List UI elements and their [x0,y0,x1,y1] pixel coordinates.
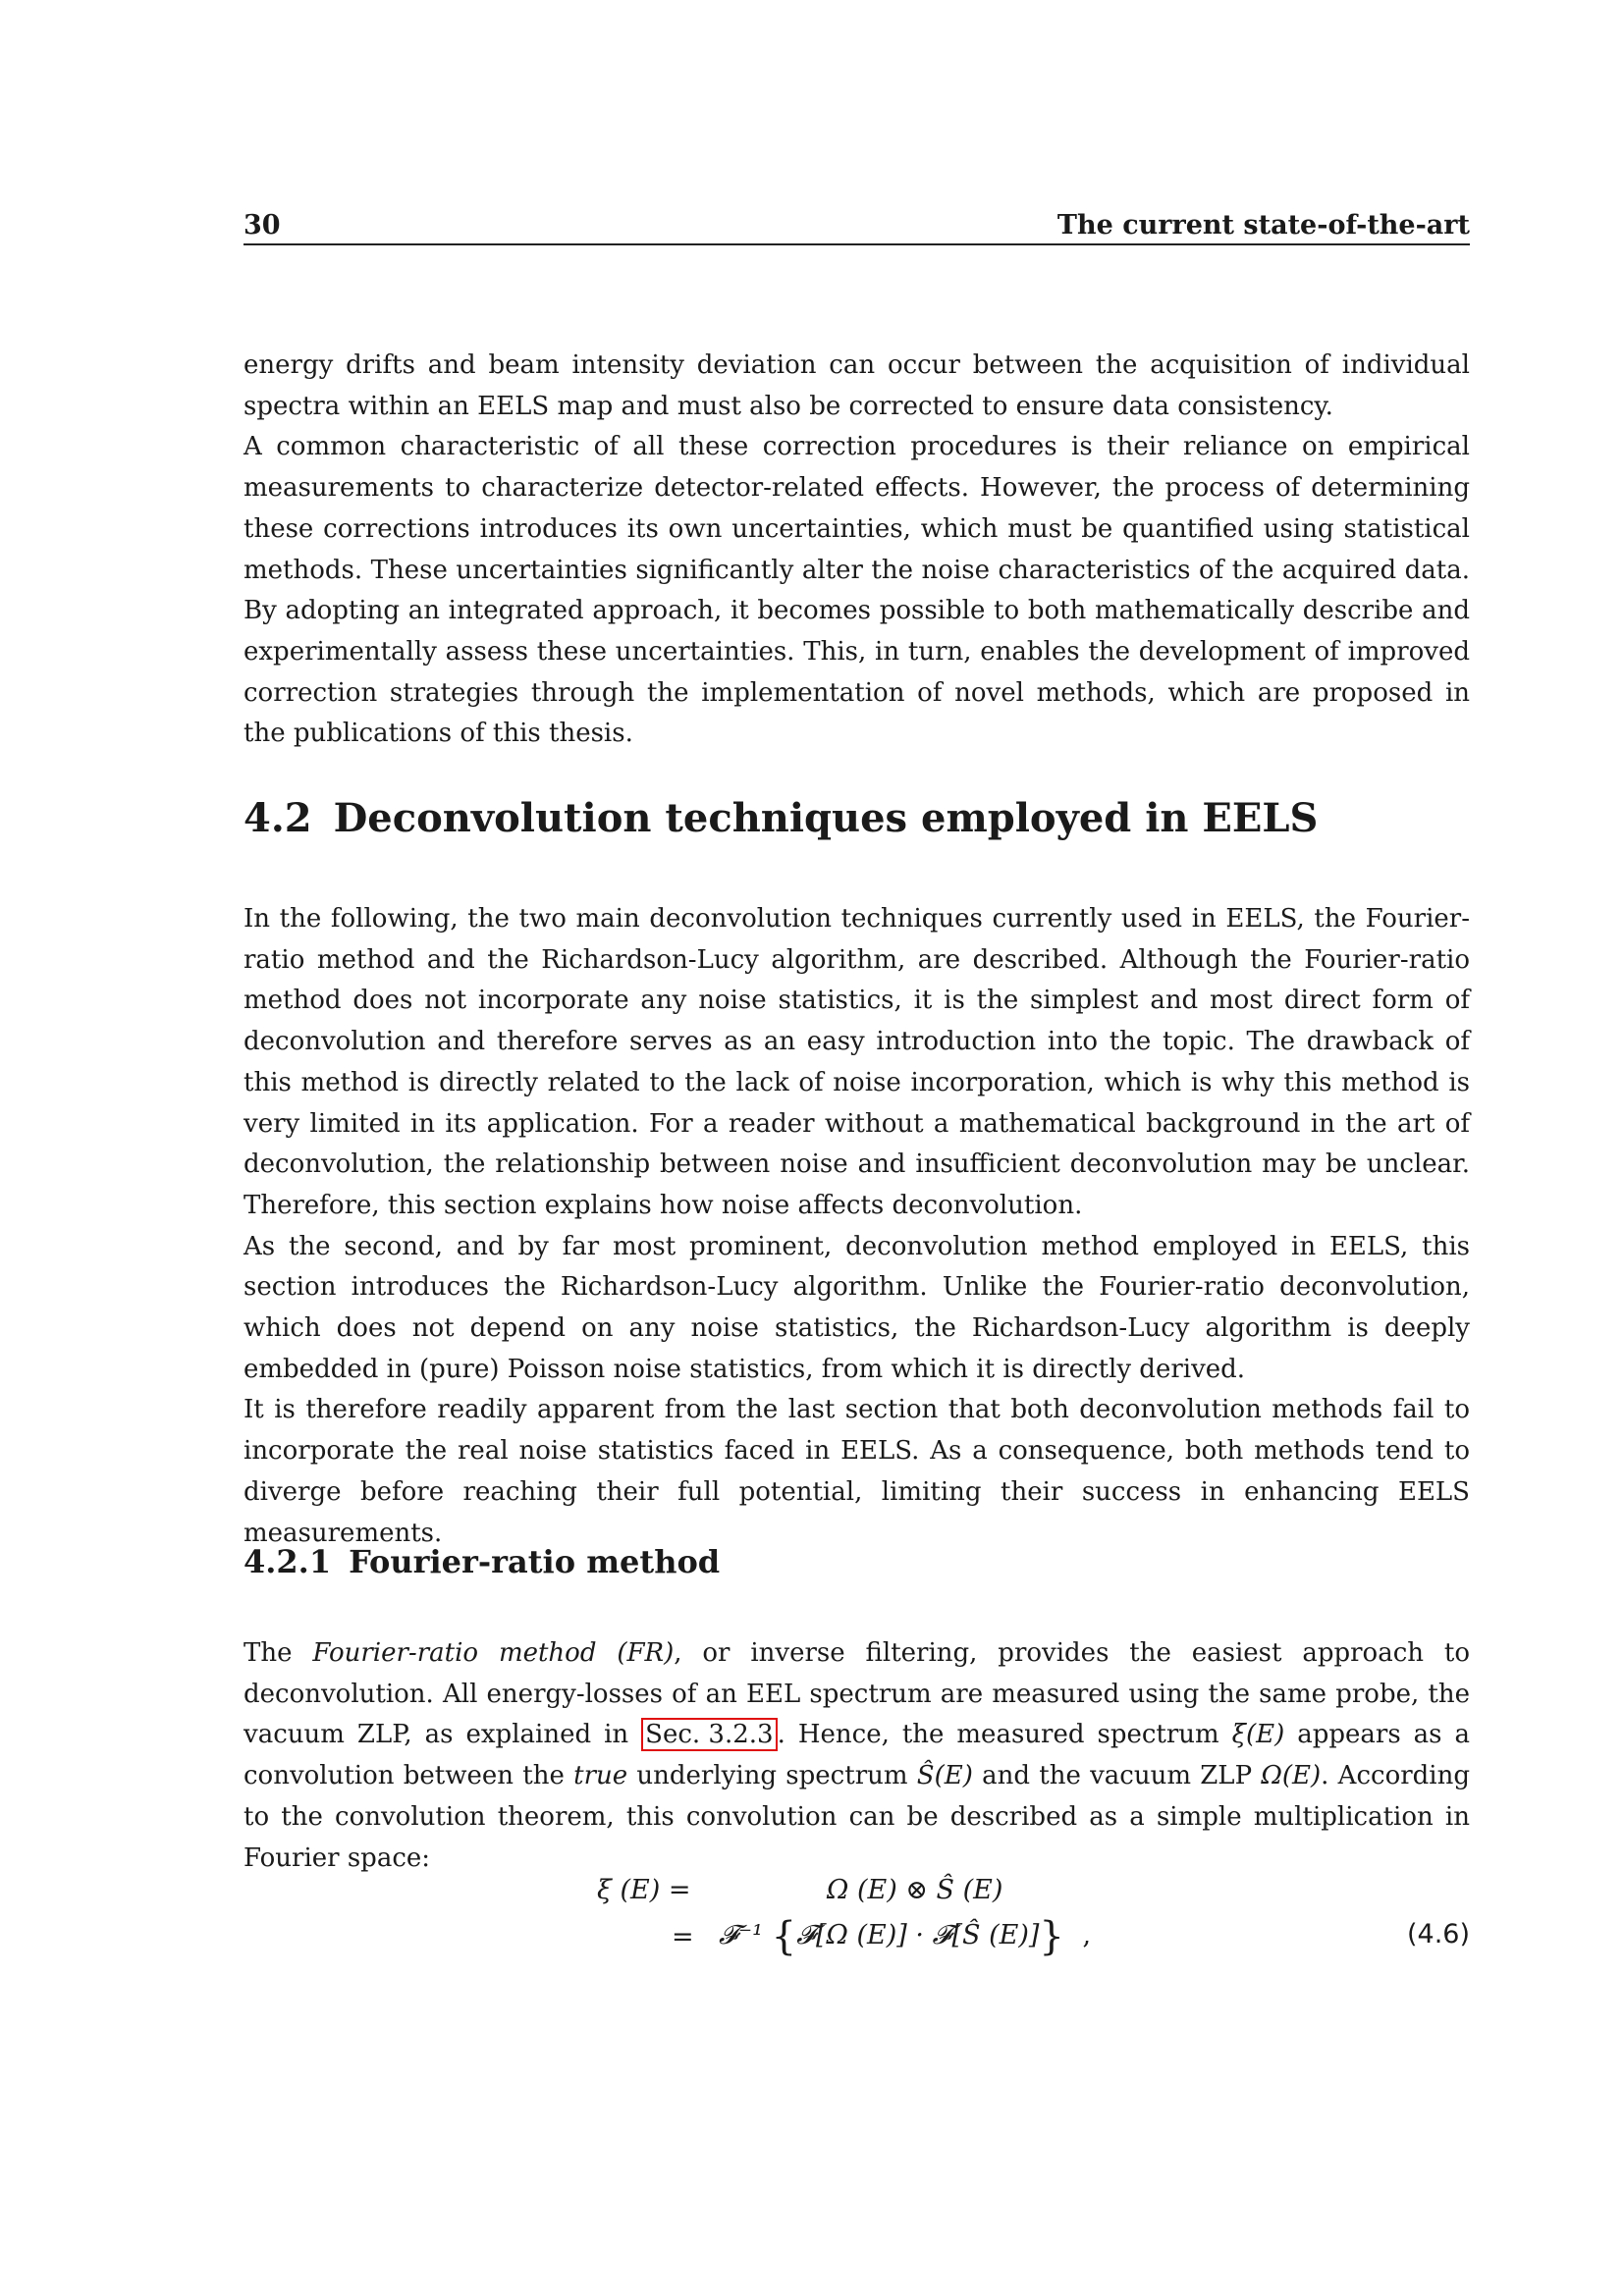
section-number: 4.2 [244,795,312,841]
page-number: 30 [244,210,281,240]
math-omega-e: Ω(E) [1261,1761,1322,1791]
text-run: The [244,1638,313,1668]
text-run: underlying spectrum [627,1761,917,1791]
equation-rhs-line-2 [719,1914,1091,1959]
text-run: and the vacuum ZLP [972,1761,1262,1791]
math-s-hat-e: Ŝ(E) [916,1761,973,1791]
subsection-title: Fourier-ratio method [349,1543,721,1580]
section-paragraph-1: In the following, the two main deconvolution techniques currently used in EELS, the Fourier-ratio method and the Richardson-Lucy algorithm, are described. Although the Fourier-ratio method does not incorporate any noise statistics, it is the simplest and most direct form of deconvolution and therefore serves as an easy introduction into the topic. The drawback of this method is directly related to the lack of noise incorporation, which is why this method is very limited in its application. For a reader without a mathematical background in the art of deconvolution, the relationship between noise and insufficient deconvolution may be unclear. Therefore, this section explains how noise affects deconvolution. [244,904,1470,1220]
brace-open: { [771,1914,797,1959]
section-paragraph-3: It is therefore readily apparent from the last section that both deconvolution methods fail to incorporate the real noise statistics faced in EELS. As a consequence, both methods tend to diverge before reaching their full potential, limiting their success in enhancing EELS measurements. [244,1395,1470,1548]
section-reference-link[interactable]: Sec. 3.2.3 [641,1718,777,1751]
inverse-fourier-operator: 𝓕⁻¹ [719,1920,764,1950]
subsection-heading [244,1543,720,1580]
term-fourier-ratio: Fourier-ratio method (FR) [312,1638,675,1668]
section-text [244,899,1470,1554]
math-xi-e: ξ(E) [1231,1720,1285,1750]
equation-rhs-line-1: Ω (E) ⊗ Ŝ (E) [827,1875,1003,1905]
section-title: Deconvolution techniques employed in EELS [333,795,1319,841]
equation-number: (4.6) [1406,1919,1470,1949]
text-run: , or inverse filtering, provides the easiest approach to deconvolution. All energy-losses of an EEL spectrum are measured using the same probe, the vacuum ZLP, as explained in [244,1638,1470,1750]
subsection-text [244,1633,1470,1879]
equation-comma: , [1082,1920,1092,1950]
running-title: The current state-of-the-art [1056,210,1470,240]
text-run: . Hence, the measured spectrum [777,1720,1232,1750]
section-heading [244,795,1318,841]
term-true: true [573,1761,628,1791]
text-run: appears as a convolution between the [244,1720,1471,1791]
fourier-product: 𝓕[Ω (E)] · 𝓕[Ŝ (E)] [796,1920,1040,1950]
intro-paragraph-1: energy drifts and beam intensity deviation can occur between the acquisition of individual spectra within an EELS map and must also be corrected to ensure data consistency. [244,350,1470,421]
running-header [244,208,1470,245]
subsection-paragraph [244,1633,1470,1879]
subsection-number: 4.2.1 [244,1543,332,1580]
text-run: . According to the convolution theorem, this convolution can be described as a simple multiplication in Fourier space: [244,1761,1471,1873]
equation-lhs: ξ (E) = [597,1875,691,1905]
equation-equals: = [672,1922,694,1952]
brace-close: } [1039,1914,1064,1959]
intro-paragraph-2: A common characteristic of all these correction procedures is their reliance on empirical measurements to characterize detector-related effects. However, the process of determining these corrections introduces its own uncertainties, which must be quantified using statistical methods. These uncertainties significantly alter the noise characteristics of the acquired data. By adopting an integrated approach, it becomes possible to both mathematically describe and experimentally assess these uncertainties. This, in turn, enables the development of improved correction strategies through the implementation of novel methods, which are proposed in the publications of this thesis. [244,432,1470,749]
section-paragraph-2: As the second, and by far most prominent, deconvolution method employed in EELS, this section introduces the Richardson-Lucy algorithm. Unlike the Fourier-ratio deconvolution, which does not depend on any noise statistics, the Richardson-Lucy algorithm is deeply embedded in (pure) Poisson noise statistics, from which it is directly derived. [244,1231,1470,1384]
intro-text [244,346,1470,755]
